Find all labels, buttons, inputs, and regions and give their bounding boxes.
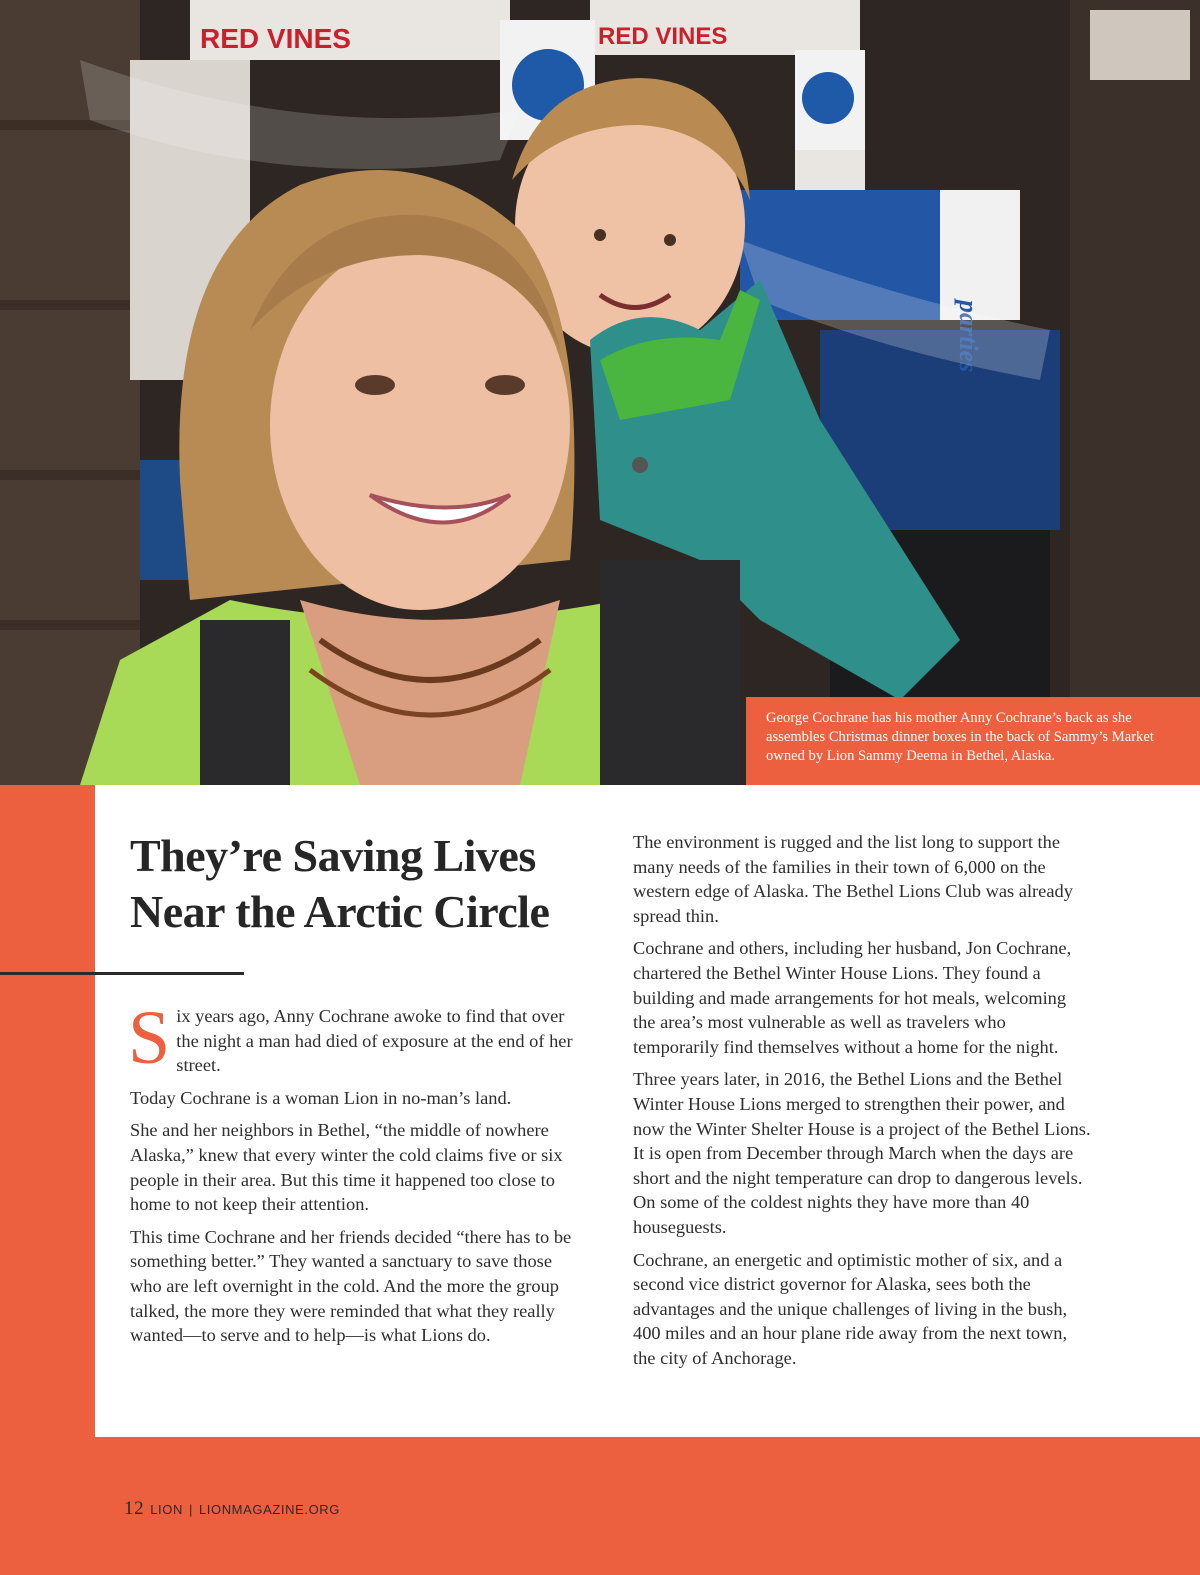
cover-photo xyxy=(0,0,1200,785)
box-label-parties: parties xyxy=(954,300,983,373)
article-column-right xyxy=(633,830,1093,1378)
paragraph: Cochrane, an energetic and optimistic mother of six, and a second vice district governor for Alaska, sees both the advantages and the unique challenges of living in the bush, 400 miles and an hour plane ride away from the next town, the city of Anchorage. xyxy=(633,1249,1068,1368)
paragraph: Three years later, in 2016, the Bethel Lions and the Bethel Winter House Lions merged to strengthen their power, and now the Winter Shelter House is a project of the Bethel Lions. It is open from December through March when the days are short and the night temperature can drop to dangerous levels. On some of the coldest nights they have more than 40 houseguests. xyxy=(633,1069,1091,1237)
page-footer xyxy=(124,1498,340,1520)
paragraph: This time Cochrane and her friends decided “there has to be something better.” They wanted a sanctuary to save those who are left overnight in the cold. And the more the group talked, the more they were reminded that what they really wanted—to serve and to help—is what Lions do. xyxy=(130,1226,572,1346)
lead-paragraph xyxy=(128,996,585,1080)
article-title: They’re Saving Lives Near the Arctic Circle xyxy=(130,830,550,937)
photo-caption: George Cochrane has his mother Anny Cochrane’s back as she assembles Christmas dinner boxes in the back of Sammy’s Market owned by Lion Sammy Deema in Bethel, Alaska. xyxy=(746,697,1200,785)
website-link[interactable]: LIONMAGAZINE.ORG xyxy=(198,1502,340,1517)
footer-separator: | xyxy=(188,1502,193,1517)
drop-cap: S xyxy=(128,996,171,1080)
box-label-2: RED VINES xyxy=(598,23,728,50)
paragraph: Today Cochrane is a woman Lion in no-man’s land. xyxy=(130,1087,512,1108)
box-label: RED VINES xyxy=(200,23,351,54)
photo-illustration xyxy=(0,0,1200,785)
lead-text: ix years ago, Anny Cochrane awoke to find that over the night a man had died of exposure at the end of her street. xyxy=(176,1006,573,1076)
magazine-name: LION xyxy=(150,1502,183,1517)
paragraph: The environment is rugged and the list long to support the many needs of the families in their town of 6,000 on the western edge of Alaska. The Bethel Lions Club was already spread thin. xyxy=(633,832,1073,926)
paragraph: She and her neighbors in Bethel, “the middle of nowhere Alaska,” knew that every winter the cold claims five or six people in their area. But this time it happened too close to home to not keep their attention. xyxy=(130,1120,563,1215)
article-column-left xyxy=(128,996,585,1356)
paragraph: Cochrane and others, including her husband, Jon Cochrane, chartered the Bethel Winter House Lions. They found a building and made arrangements for hot meals, welcoming the area’s most vulnerable as well as travelers who temporarily find themselves without a home for the night. xyxy=(633,938,1072,1057)
title-rule xyxy=(0,972,244,975)
page-number: 12 xyxy=(124,1498,145,1519)
